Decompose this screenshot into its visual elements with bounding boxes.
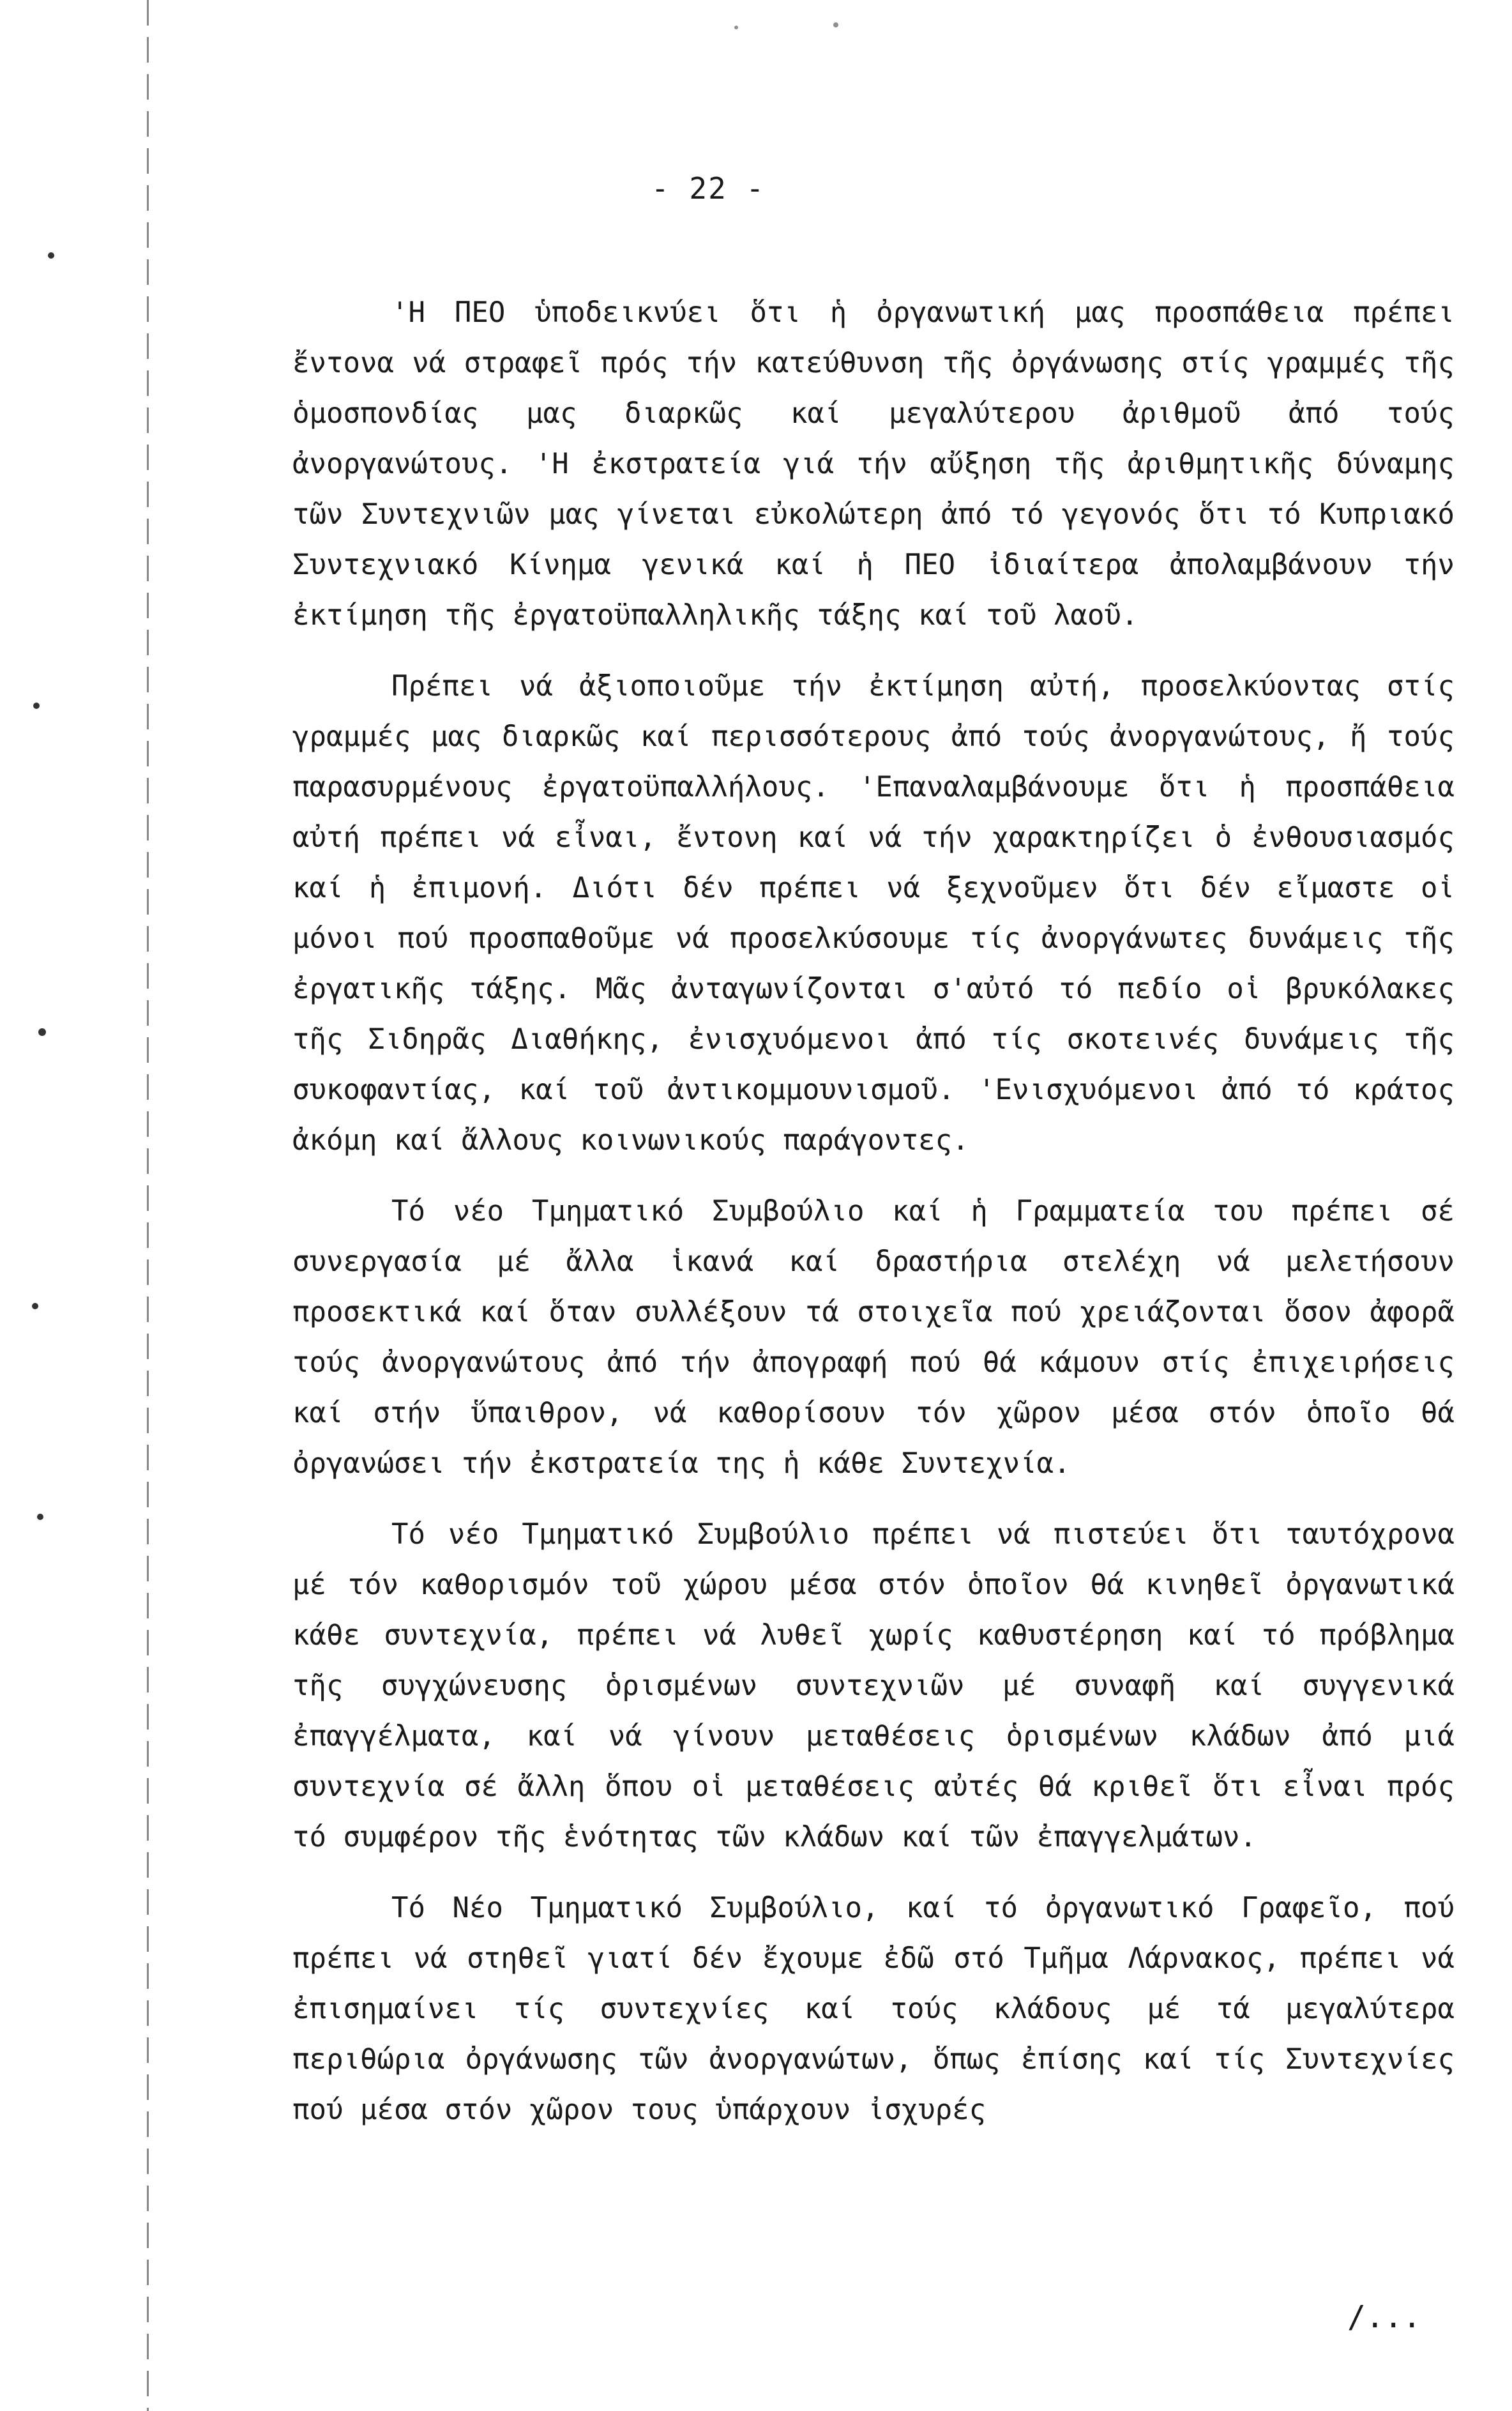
scan-smudge: [734, 26, 738, 29]
margin-dot: [48, 252, 54, 259]
paragraph: Τό νέο Τμηματικό Συμβούλιο καί ἡ Γραμματεία του πρέπει σέ συνεργασία μέ ἄλλα ἱκανά καί δραστήρια στελέχη νά μελετήσουν προσεκτικά καί ὅταν συλλέξουν τά στοιχεῖα πού χρειάζονται ὅσον ἀφορᾶ τούς ἀνοργανώτους ἀπό τήν ἀπογραφή πού θά κάμουν στίς ἐπιχειρήσεις καί στήν ὕπαιθρον, νά καθορίσουν τόν χῶρον μέσα στόν ὁποῖο θά ὀργανώσει τήν ἐκστρατεία της ἡ κάθε Συντεχνία.: [292, 1195, 1472, 1480]
paragraph: Τό Νέο Τμηματικό Συμβούλιο, καί τό ὀργανωτικό Γραφεῖο, πού πρέπει νά στηθεῖ γιατί δέν ἔχουμε ἐδῶ στό Τμῆμα Λάρνακος, πρέπει νά ἐπισημαίνει τίς συντεχνίες καί τούς κλάδους μέ τά μεγαλύτερα περιθώρια ὀργάνωσης τῶν ἀνοργανώτων, ὅπως ἐπίσης καί τίς Συντεχνίες πού μέσα στόν χῶρον τους ὑπάρχουν ἰσχυρές: [292, 1892, 1472, 2126]
margin-dot: [32, 1303, 38, 1309]
page-number: - 22 -: [651, 171, 766, 206]
margin-dot: [38, 1028, 46, 1036]
paragraph: Πρέπει νά ἀξιοποιοῦμε τήν ἐκτίμηση αὐτή, προσελκύοντας στίς γραμμές μας διαρκῶς καί περισσότερους ἀπό τούς ἀνοργανώτους, ἤ τούς παρασυρμένους ἐργατοϋπαλλήλους. 'Επαναλαμβάνουμε ὅτι ἡ προσπάθεια αὐτή πρέπει νά εἶναι, ἔντονη καί νά τήν χαρακτηρίζει ὁ ἐνθουσιασμός καί ἡ ἐπιμονή. Διότι δέν πρέπει νά ξεχνοῦμεν ὅτι δέν εἴμαστε οἱ μόνοι πού προσπαθοῦμε νά προσελκύσουμε τίς ἀνοργάνωτες δυνάμεις τῆς ἐργατικῆς τάξης. Μᾶς ἀνταγωνίζονται σ'αὐτό τό πεδίο οἱ βρυκόλακες τῆς Σιδηρᾶς Διαθήκης, ἐνισχυόμενοι ἀπό τίς σκοτεινές δυνάμεις τῆς συκοφαντίας, καί τοῦ ἀντικομμουνισμοῦ. 'Ενισχυόμενοι ἀπό τό κράτος ἀκόμη καί ἄλλους κοινωνικούς παράγοντες.: [292, 670, 1472, 1157]
margin-dot: [37, 1514, 43, 1520]
paragraph: Τό νέο Τμηματικό Συμβούλιο πρέπει νά πιστεύει ὅτι ταυτόχρονα μέ τόν καθορισμόν τοῦ χώρου μέσα στόν ὁποῖον θά κινηθεῖ ὀργανωτικά κάθε συντεχνία, πρέπει νά λυθεῖ χωρίς καθυστέρηση καί τό πρόβλημα τῆς συγχώνευσης ὁρισμένων συντεχνιῶν μέ συναφῆ καί συγγενικά ἐπαγγέλματα, καί νά γίνουν μεταθέσεις ὁρισμένων κλάδων ἀπό μιά συντεχνία σέ ἄλλη ὅπου οἱ μεταθέσεις αὐτές θά κριθεῖ ὅτι εἶναι πρός τό συμφέρον τῆς ἑνότητας τῶν κλάδων καί τῶν ἐπαγγελμάτων.: [292, 1518, 1472, 1853]
left-margin-rule: [147, 0, 149, 2411]
document-body: [292, 287, 1472, 2156]
continuation-mark: /...: [1347, 2299, 1421, 2335]
margin-dot: [33, 703, 40, 709]
scan-smudge: [833, 22, 838, 27]
paragraph: 'Η ΠΕΟ ὑποδεικνύει ὅτι ἡ ὀργανωτική μας προσπάθεια πρέπει ἔντονα νά στραφεῖ πρός τήν κατεύθυνση τῆς ὀργάνωσης στίς γραμμές τῆς ὁμοσπονδίας μας διαρκῶς καί μεγαλύτερου ἀριθμοῦ ἀπό τούς ἀνοργανώτους. 'Η ἐκστρατεία γιά τήν αὔξηση τῆς ἀριθμητικῆς δύναμης τῶν Συντεχνιῶν μας γίνεται εὐκολώτερη ἀπό τό γεγονός ὅτι τό Κυπριακό Συντεχνιακό Κίνημα γενικά καί ἡ ΠΕΟ ἰδιαίτερα ἀπολαμβάνουν τήν ἐκτίμηση τῆς ἐργατοϋπαλληλικῆς τάξης καί τοῦ λαοῦ.: [292, 296, 1472, 632]
